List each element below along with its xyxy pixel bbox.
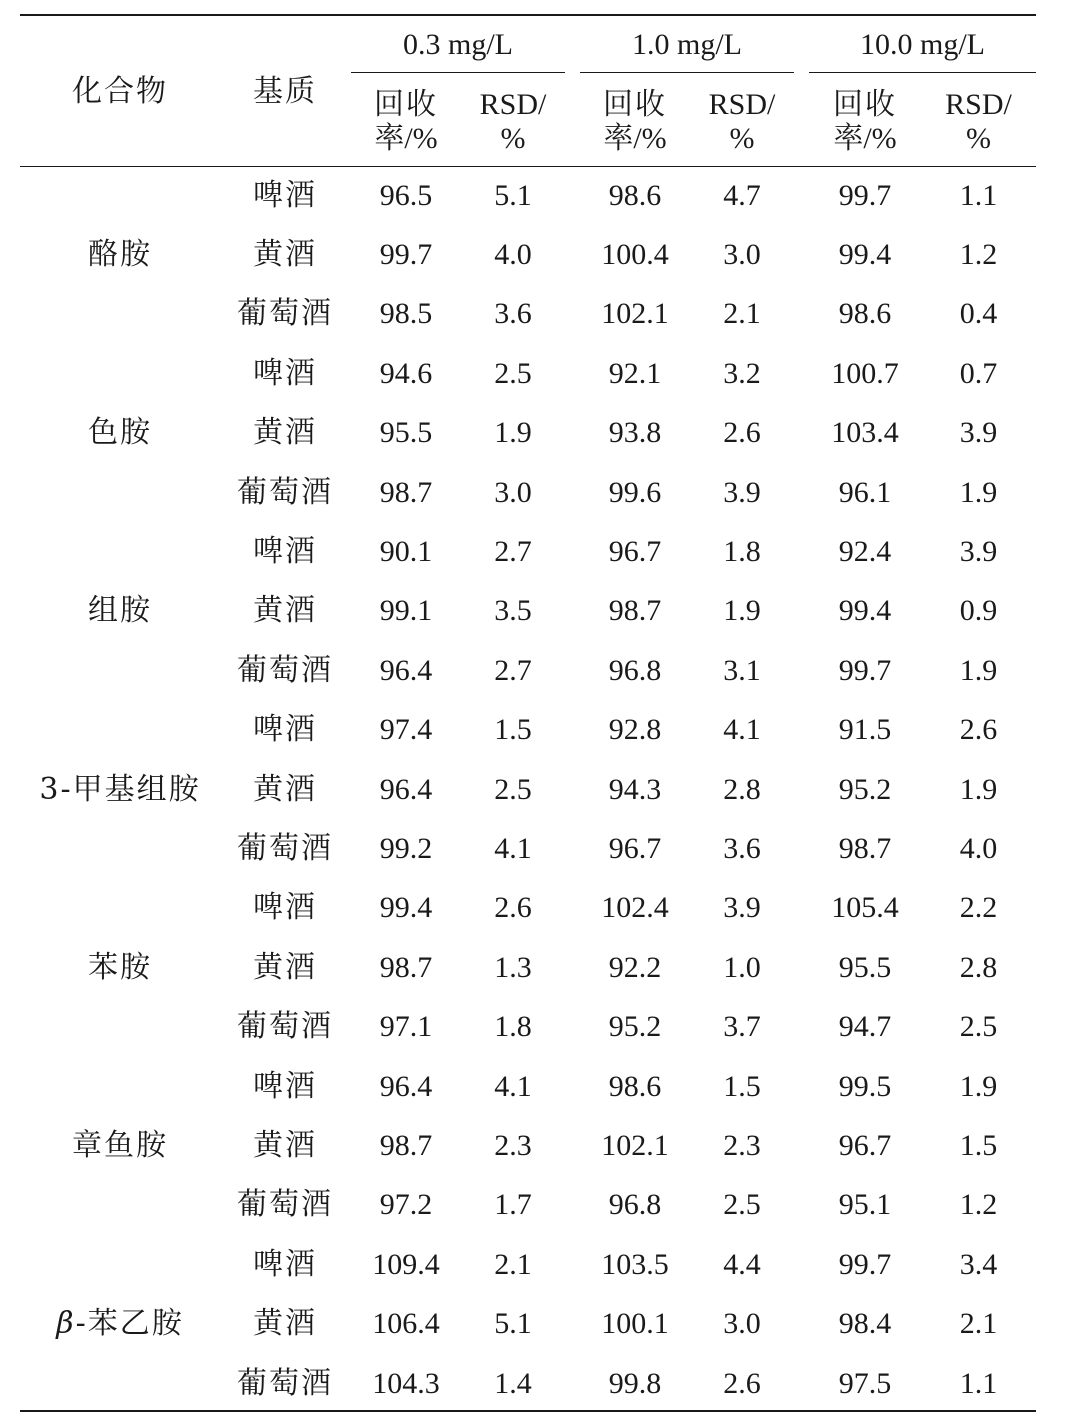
rsd-cell: 2.8 — [959, 950, 998, 984]
header-recovery-line2: 率/% — [833, 122, 897, 155]
recovery-cell: 103.5 — [601, 1247, 669, 1281]
rsd-cell: 3.9 — [723, 475, 761, 509]
matrix-cell: 啤酒 — [253, 355, 317, 391]
recovery-cell: 98.7 — [379, 475, 433, 509]
matrix-cell: 葡萄酒 — [237, 1187, 333, 1223]
recovery-cell: 96.4 — [379, 653, 433, 687]
header-recovery-line1: 回收 — [833, 86, 897, 122]
recovery-cell: 99.7 — [379, 238, 433, 272]
rsd-cell: 1.1 — [959, 1366, 998, 1400]
matrix-cell: 葡萄酒 — [237, 652, 333, 688]
matrix-cell: 葡萄酒 — [237, 474, 333, 510]
recovery-cell: 95.5 — [379, 416, 433, 450]
recovery-cell: 97.2 — [379, 1188, 433, 1222]
recovery-cell: 99.5 — [838, 1069, 892, 1103]
rsd-cell: 5.1 — [494, 1307, 532, 1341]
recovery-cell: 96.5 — [379, 178, 433, 212]
rsd-cell: 1.5 — [959, 1129, 998, 1163]
recovery-cell: 99.4 — [838, 238, 892, 272]
rsd-cell: 4.7 — [723, 178, 761, 212]
rsd-cell: 2.8 — [723, 772, 761, 806]
rsd-cell: 3.6 — [494, 297, 532, 331]
rsd-cell: 2.2 — [959, 891, 998, 925]
recovery-cell: 99.2 — [379, 832, 433, 866]
recovery-cell: 99.7 — [838, 1247, 892, 1281]
recovery-cell: 96.4 — [379, 772, 433, 806]
matrix-cell: 啤酒 — [253, 890, 317, 926]
recovery-cell: 102.1 — [601, 297, 669, 331]
matrix-cell: 啤酒 — [253, 1068, 317, 1104]
recovery-cell: 98.6 — [608, 178, 662, 212]
header-compound: 化合物 — [72, 74, 168, 109]
compound-cell: 组胺 — [88, 593, 152, 629]
rsd-cell: 1.3 — [494, 950, 532, 984]
rsd-cell: 1.7 — [494, 1188, 532, 1222]
header-recovery-1 — [580, 82, 690, 162]
header-rsd-line2: % — [966, 122, 991, 155]
header-rsd-2 — [921, 82, 1036, 162]
rsd-cell: 4.1 — [494, 832, 532, 866]
header-rsd-line2: % — [500, 122, 526, 155]
recovery-cell: 97.5 — [838, 1366, 892, 1400]
recovery-cell: 98.7 — [379, 1129, 433, 1163]
rsd-cell: 2.7 — [494, 535, 532, 569]
rsd-cell: 3.4 — [959, 1247, 998, 1281]
recovery-cell: 106.4 — [372, 1307, 440, 1341]
rsd-cell: 2.6 — [959, 713, 998, 747]
matrix-cell: 黄酒 — [253, 415, 317, 451]
rsd-cell: 3.2 — [723, 356, 761, 390]
recovery-cell: 97.1 — [379, 1010, 433, 1044]
recovery-cell: 98.6 — [608, 1069, 662, 1103]
recovery-cell: 98.5 — [379, 297, 433, 331]
rsd-cell: 2.1 — [723, 297, 761, 331]
rsd-cell: 2.3 — [723, 1129, 761, 1163]
rsd-cell: 2.1 — [959, 1307, 998, 1341]
rsd-cell: 1.8 — [494, 1010, 532, 1044]
rsd-cell: 3.6 — [723, 832, 761, 866]
rsd-cell: 3.5 — [494, 594, 532, 628]
recovery-cell: 98.7 — [838, 832, 892, 866]
compound-cell: 3-甲基组胺 — [39, 771, 201, 807]
recovery-cell: 96.1 — [838, 475, 892, 509]
recovery-cell: 100.4 — [601, 238, 669, 272]
recovery-cell: 93.8 — [608, 416, 662, 450]
recovery-cell: 99.6 — [608, 475, 662, 509]
recovery-cell: 92.8 — [608, 713, 662, 747]
rsd-cell: 2.5 — [959, 1010, 998, 1044]
recovery-cell: 96.7 — [608, 832, 662, 866]
recovery-cell: 96.4 — [379, 1069, 433, 1103]
recovery-cell: 99.8 — [608, 1366, 662, 1400]
rsd-cell: 1.2 — [959, 238, 998, 272]
recovery-cell: 102.1 — [601, 1129, 669, 1163]
recovery-cell: 95.1 — [838, 1188, 892, 1222]
matrix-cell: 啤酒 — [253, 177, 317, 213]
header-recovery-line1: 回收 — [603, 86, 667, 122]
recovery-cell: 99.4 — [379, 891, 433, 925]
header-recovery-2 — [809, 82, 921, 162]
rsd-cell: 3.0 — [723, 1307, 761, 1341]
recovery-cell: 95.2 — [838, 772, 892, 806]
header-rsd-line1: RSD/ — [479, 87, 547, 121]
rsd-cell: 1.5 — [723, 1069, 761, 1103]
matrix-cell: 黄酒 — [253, 1128, 317, 1164]
rsd-cell: 1.9 — [959, 475, 998, 509]
header-matrix: 基质 — [253, 74, 317, 109]
header-rsd-line2: % — [729, 122, 755, 155]
rsd-cell: 4.0 — [959, 832, 998, 866]
rsd-cell: 1.9 — [494, 416, 532, 450]
recovery-cell: 90.1 — [379, 535, 433, 569]
recovery-cell: 99.4 — [838, 594, 892, 628]
rsd-cell: 1.1 — [959, 178, 998, 212]
rsd-cell: 2.6 — [723, 1366, 761, 1400]
compound-cell: β -苯乙胺 — [56, 1306, 184, 1342]
matrix-cell: 啤酒 — [253, 534, 317, 570]
recovery-cell: 96.7 — [608, 535, 662, 569]
header-recovery-0 — [351, 82, 461, 162]
rsd-cell: 1.9 — [959, 772, 998, 806]
rsd-cell: 2.6 — [494, 891, 532, 925]
recovery-cell: 96.8 — [608, 653, 662, 687]
rsd-cell: 2.1 — [494, 1247, 532, 1281]
rsd-cell: 1.9 — [959, 653, 998, 687]
recovery-cell: 98.4 — [838, 1307, 892, 1341]
rsd-cell: 3.9 — [723, 891, 761, 925]
header-rsd-line1: RSD/ — [708, 87, 776, 121]
recovery-cell: 98.6 — [838, 297, 892, 331]
rsd-cell: 4.1 — [723, 713, 761, 747]
recovery-cell: 100.7 — [831, 356, 899, 390]
rsd-cell: 4.4 — [723, 1247, 761, 1281]
rsd-cell: 3.7 — [723, 1010, 761, 1044]
rsd-cell: 3.0 — [723, 238, 761, 272]
rsd-cell: 1.9 — [723, 594, 761, 628]
rsd-cell: 1.2 — [959, 1188, 998, 1222]
header-rsd-line1: RSD/ — [945, 87, 1012, 121]
rsd-cell: 3.9 — [959, 535, 998, 569]
rsd-cell: 4.0 — [494, 238, 532, 272]
rsd-cell: 3.9 — [959, 416, 998, 450]
recovery-cell: 94.7 — [838, 1010, 892, 1044]
rsd-cell: 5.1 — [494, 178, 532, 212]
matrix-cell: 葡萄酒 — [237, 1365, 333, 1401]
matrix-cell: 啤酒 — [253, 1246, 317, 1282]
header-rsd-1 — [690, 82, 794, 162]
header-level-1: 1.0 mg/L — [632, 28, 742, 61]
matrix-cell: 黄酒 — [253, 593, 317, 629]
recovery-cell: 98.7 — [379, 950, 433, 984]
compound-cell: 章鱼胺 — [72, 1128, 168, 1164]
matrix-cell: 葡萄酒 — [237, 296, 333, 332]
rsd-cell: 2.7 — [494, 653, 532, 687]
rsd-cell: 2.3 — [494, 1129, 532, 1163]
matrix-cell: 黄酒 — [253, 237, 317, 273]
matrix-cell: 黄酒 — [253, 949, 317, 985]
rsd-cell: 1.0 — [723, 950, 761, 984]
rsd-cell: 0.7 — [959, 356, 998, 390]
rsd-cell: 2.5 — [494, 356, 532, 390]
level-underline-0 — [351, 72, 565, 73]
rsd-cell: 0.9 — [959, 594, 998, 628]
level-underline-2 — [809, 72, 1036, 73]
recovery-cell: 96.7 — [838, 1129, 892, 1163]
rsd-cell: 0.4 — [959, 297, 998, 331]
recovery-cell: 97.4 — [379, 713, 433, 747]
rsd-cell: 1.5 — [494, 713, 532, 747]
matrix-cell: 啤酒 — [253, 712, 317, 748]
recovery-cell: 103.4 — [831, 416, 899, 450]
recovery-cell: 99.7 — [838, 178, 892, 212]
recovery-cell: 104.3 — [372, 1366, 440, 1400]
matrix-cell: 黄酒 — [253, 771, 317, 807]
header-level-0: 0.3 mg/L — [403, 28, 513, 61]
top-rule — [20, 14, 1036, 16]
rsd-cell: 1.8 — [723, 535, 761, 569]
rsd-cell: 3.1 — [723, 653, 761, 687]
recovery-cell: 105.4 — [831, 891, 899, 925]
recovery-cell: 92.2 — [608, 950, 662, 984]
matrix-cell: 黄酒 — [253, 1306, 317, 1342]
recovery-cell: 98.7 — [608, 594, 662, 628]
recovery-cell: 109.4 — [372, 1247, 440, 1281]
rsd-cell: 2.5 — [494, 772, 532, 806]
header-recovery-line2: 率/% — [603, 122, 667, 155]
recovery-cell: 91.5 — [838, 713, 892, 747]
compound-cell: 色胺 — [88, 415, 152, 451]
level-underline-1 — [580, 72, 794, 73]
recovery-cell: 92.1 — [608, 356, 662, 390]
rsd-cell: 1.9 — [959, 1069, 998, 1103]
recovery-cell: 92.4 — [838, 535, 892, 569]
rsd-cell: 3.0 — [494, 475, 532, 509]
rsd-cell: 1.4 — [494, 1366, 532, 1400]
matrix-cell: 葡萄酒 — [237, 1009, 333, 1045]
matrix-cell: 葡萄酒 — [237, 831, 333, 867]
recovery-cell: 96.8 — [608, 1188, 662, 1222]
header-level-2: 10.0 mg/L — [860, 28, 985, 61]
rsd-cell: 4.1 — [494, 1069, 532, 1103]
rsd-cell: 2.5 — [723, 1188, 761, 1222]
header-recovery-line2: 率/% — [374, 122, 438, 155]
compound-cell: 苯胺 — [88, 949, 152, 985]
recovery-cell: 100.1 — [601, 1307, 669, 1341]
recovery-cell: 99.1 — [379, 594, 433, 628]
compound-cell: 酪胺 — [88, 237, 152, 273]
recovery-cell: 95.2 — [608, 1010, 662, 1044]
recovery-cell: 94.3 — [608, 772, 662, 806]
recovery-cell: 102.4 — [601, 891, 669, 925]
recovery-cell: 94.6 — [379, 356, 433, 390]
recovery-cell: 99.7 — [838, 653, 892, 687]
header-rsd-0 — [461, 82, 565, 162]
header-recovery-line1: 回收 — [374, 86, 438, 122]
rsd-cell: 2.6 — [723, 416, 761, 450]
recovery-cell: 95.5 — [838, 950, 892, 984]
